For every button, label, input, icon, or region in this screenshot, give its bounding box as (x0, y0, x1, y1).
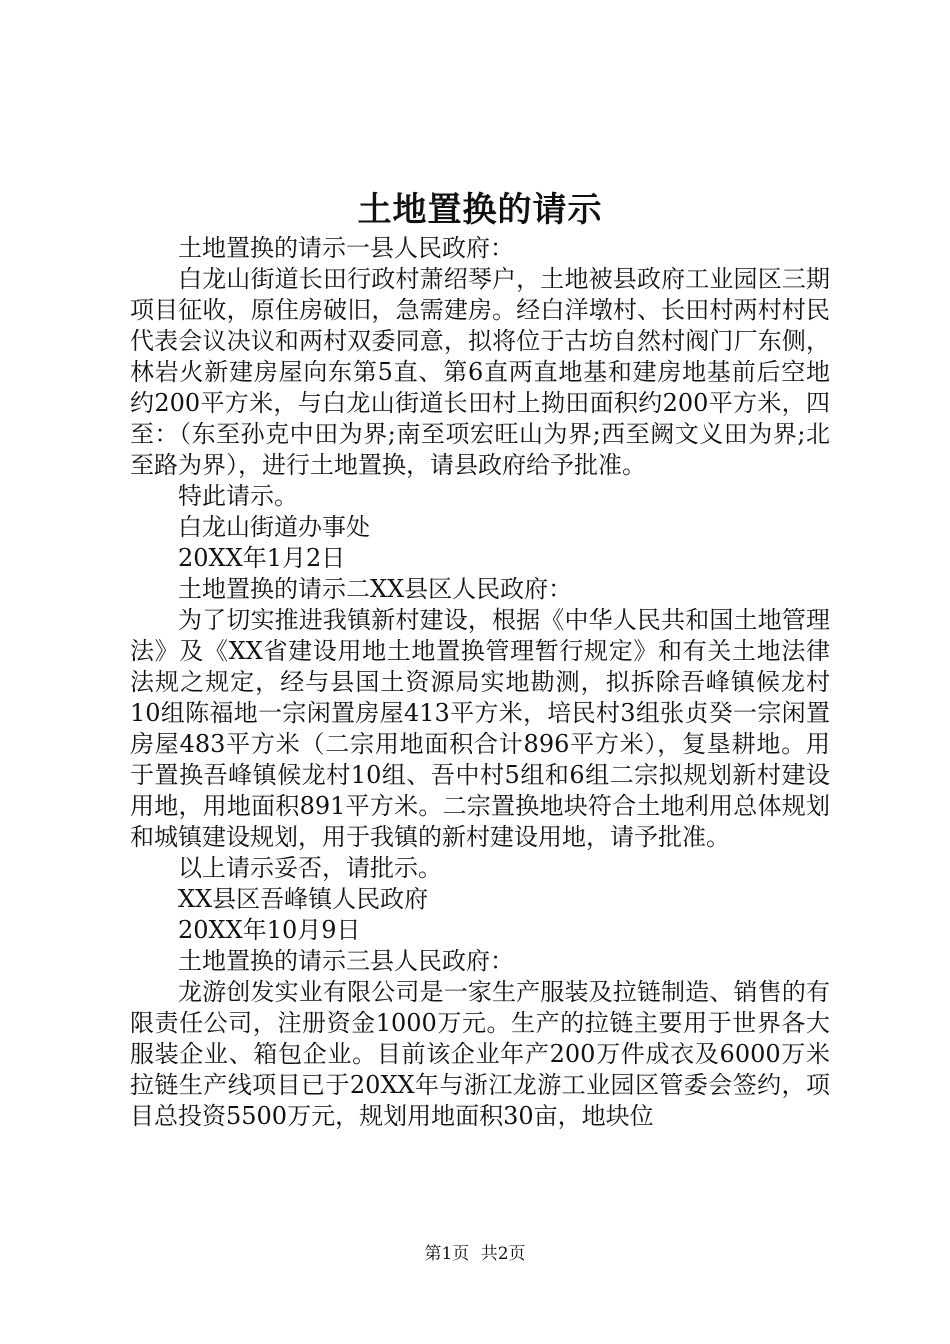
page-footer (0, 1242, 950, 1266)
paragraph-greeting-2: 土地置换的请示二XX县区人民政府： (178, 575, 573, 603)
paragraph-signature-2: XX县区吾峰镇人民政府 (178, 885, 429, 913)
paragraph-greeting-1: 土地置换的请示一县人民政府： (178, 234, 514, 262)
paragraph-date-2: 20XX年10月9日 (178, 916, 361, 944)
paragraph-closing-1: 特此请示。 (178, 482, 298, 510)
paragraph-request-3: 龙游创发实业有限公司是一家生产服装及拉链制造、销售的有限责任公司，注册资金1000万元。生产的拉链主要用于世界各大服装企业、箱包企业。目前该企业年产200万件成衣及6000万米拉链生产线项目已于20XX年与浙江龙游工业园区管委会签约，项目总投资5500万元，规划用地面积30亩，地块位 (130, 978, 830, 1130)
page-number: 第1页 (424, 1244, 470, 1264)
paragraph-request-2: 为了切实推进我镇新村建设，根据《中华人民共和国土地管理法》及《XX省建设用地土地置换管理暂行规定》和有关土地法律法规之规定，经与县国土资源局实地勘测，拟拆除吾峰镇候龙村10组陈福地一宗闲置房屋413平方米，培民村3组张贞癸一宗闲置房屋483平方米（二宗用地面积合计896平方米），复垦耕地。用于置换吾峰镇候龙村10组、吾中村5组和6组二宗拟规划新村建设用地，用地面积891平方米。二宗置换地块符合土地利用总体规划和城镇建设规划，用于我镇的新村建设用地，请予批准。 (130, 606, 830, 851)
paragraph-request-1: 白龙山街道长田行政村萧绍琴户，土地被县政府工业园区三期项目征收，原住房破旧，急需建房。经白洋墩村、长田村两村村民代表会议决议和两村双委同意，拟将位于古坊自然村阀门厂东侧，林岩火新建房屋向东第5直、第6直两直地基和建房地基前后空地约200平方米，与白龙山街道长田村上拗田面积约200平方米，四至：（东至孙克中田为界;南至项宏旺山为界;西至阙文义田为界;北至路为界），进行土地置换，请县政府给予批准。 (130, 265, 830, 479)
paragraph-greeting-3: 土地置换的请示三县人民政府： (178, 947, 514, 975)
document-page (130, 0, 830, 1344)
page-total: 共2页 (480, 1244, 526, 1264)
paragraph-closing-2: 以上请示妥否，请批示。 (178, 854, 442, 882)
document-title: 土地置换的请示 (357, 190, 603, 230)
paragraph-date-1: 20XX年1月2日 (178, 544, 346, 572)
document-body (130, 233, 830, 1132)
paragraph-signature-1: 白龙山街道办事处 (178, 513, 370, 541)
